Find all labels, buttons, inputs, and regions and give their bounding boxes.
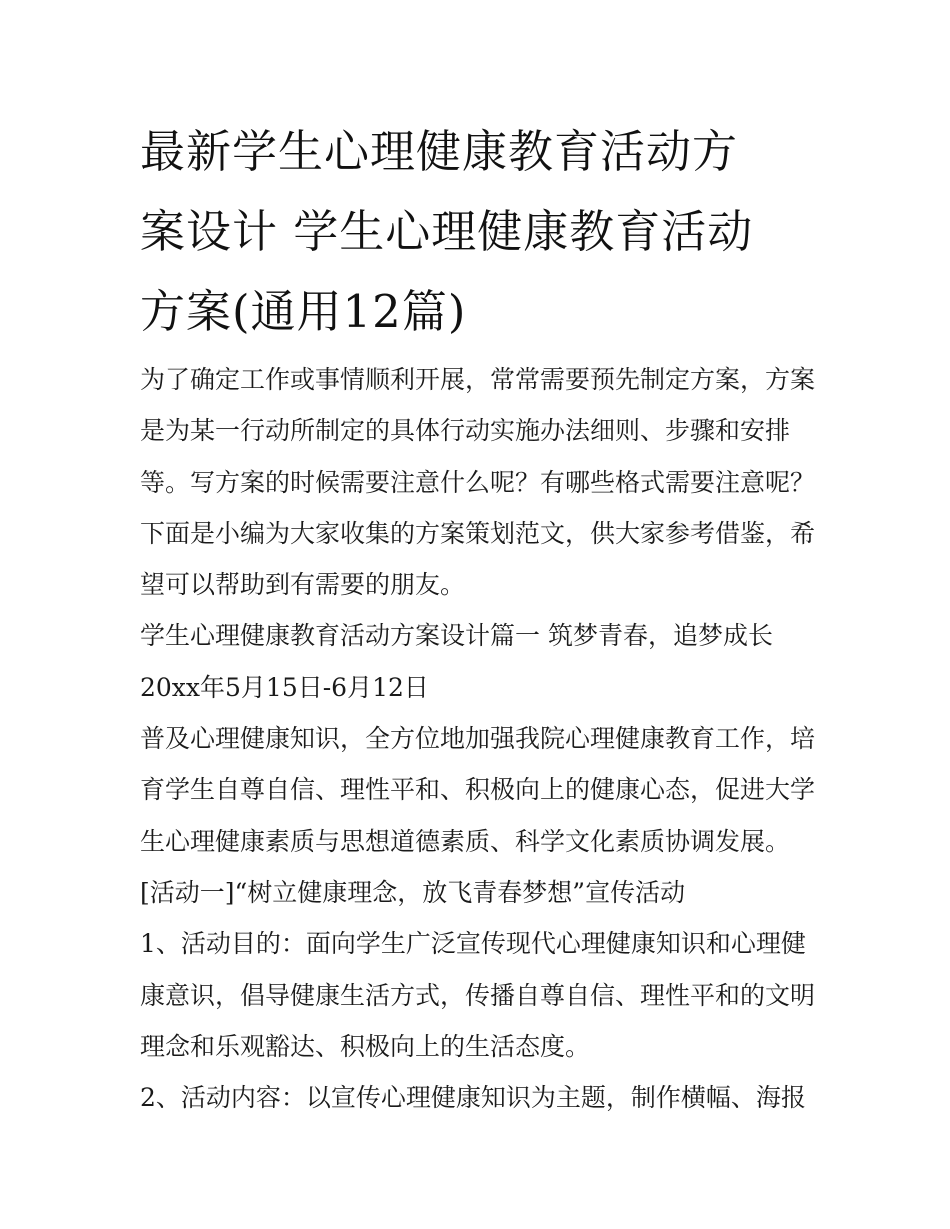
body-line: 望可以帮助到有需要的朋友。 [140, 570, 466, 600]
body-line: 等。写方案的时候需要注意什么呢？有哪些格式需要注意呢？ [140, 467, 816, 497]
body-line: 普及心理健康知识，全方位地加强我院心理健康教育工作，培 [140, 724, 816, 754]
body-line: 2、活动内容：以宣传心理健康知识为主题，制作横幅、海报 [140, 1083, 806, 1113]
date-range: 20xx年5月15日-6月12日 [140, 672, 429, 702]
title-line: 最新学生心理健康教育活动方 [140, 125, 739, 178]
body-line: 生心理健康素质与思想道德素质、科学文化素质协调发展。 [140, 826, 791, 856]
body-line: 下面是小编为大家收集的方案策划范文，供大家参考借鉴，希 [140, 518, 816, 548]
section-heading: 学生心理健康教育活动方案设计篇一 筑梦青春，追梦成长 [140, 621, 773, 651]
body-line: 1、活动目的：面向学生广泛宣传现代心理健康知识和心理健 [140, 929, 806, 959]
body-line: 为了确定工作或事情顺利开展，常常需要预先制定方案，方案 [140, 365, 816, 394]
body-line: 理念和乐观豁达、积极向上的生活态度。 [140, 1031, 591, 1061]
body-line: 育学生自尊自信、理性平和、积极向上的健康心态，促进大学 [140, 775, 816, 805]
document-body [140, 354, 816, 1123]
body-line: 康意识，倡导健康生活方式，传播自尊自信、理性平和的文明 [140, 980, 816, 1010]
activity-heading: [活动一]“树立健康理念，放飞青春梦想”宣传活动 [140, 877, 686, 907]
body-line: 是为某一行动所制定的具体行动实施办法细则、步骤和安排 [140, 416, 791, 446]
document-title [140, 112, 820, 352]
title-line: 案设计 学生心理健康教育活动 [140, 205, 754, 258]
title-line: 方案(通用12篇) [140, 285, 467, 338]
